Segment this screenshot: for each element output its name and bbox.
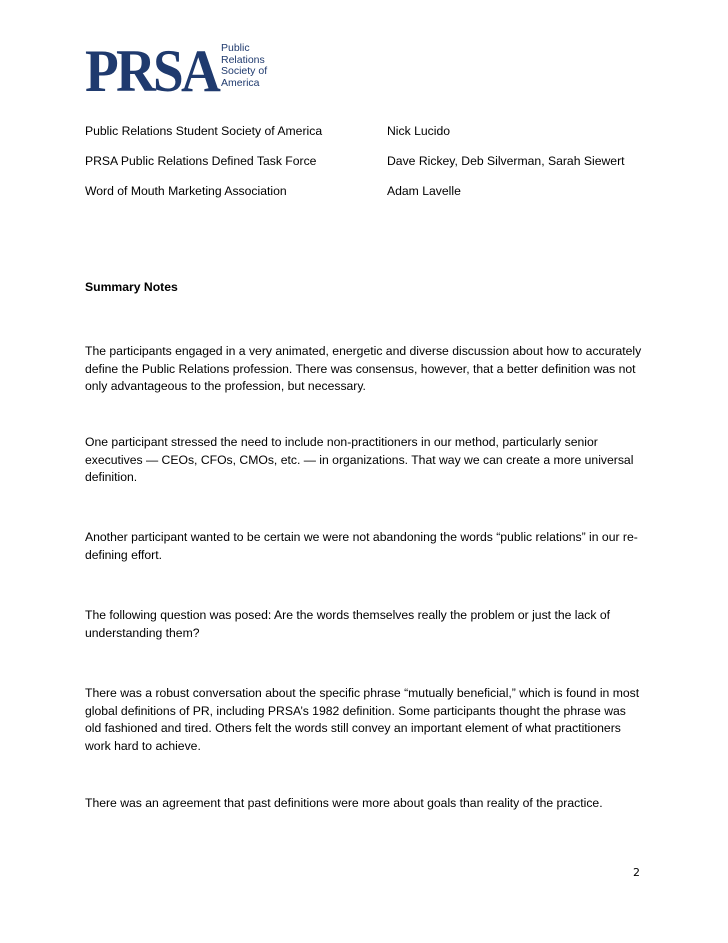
participant-row bbox=[85, 154, 685, 184]
logo-subtitle-line: America bbox=[221, 76, 260, 89]
logo-subtitle bbox=[221, 43, 267, 89]
page-number: 2 bbox=[633, 866, 640, 879]
logo-subtitle-line: Public bbox=[221, 42, 250, 54]
summary-paragraph: One participant stressed the need to include non-practitioners in our method, particularly senior executives — CEOs, CFOs, CMOs, etc. — in organizations. That way we can create a more universal definition. bbox=[85, 435, 634, 484]
logo-mark: PRSA bbox=[85, 38, 219, 104]
summary-paragraph: The following question was posed: Are the words themselves really the problem or just the lack of understanding them? bbox=[85, 608, 611, 640]
summary-paragraph: The participants engaged in a very animated, energetic and diverse discussion about how to accurately define the Public Relations profession. There was consensus, however, that a better definition was not only advantageous to the profession, but necessary. bbox=[85, 344, 642, 393]
participant-names: Dave Rickey, Deb Silverman, Sarah Siewert bbox=[387, 154, 625, 168]
participant-row bbox=[85, 124, 685, 154]
participant-names: Nick Lucido bbox=[387, 124, 450, 138]
summary-paragraph: Another participant wanted to be certain we were not abandoning the words “public relations” in our re-defining effort. bbox=[85, 530, 638, 562]
logo-subtitle-line: Society of bbox=[221, 65, 268, 77]
participant-row bbox=[85, 184, 685, 214]
summary-paragraph: There was an agreement that past definitions were more about goals than reality of the practice. bbox=[85, 796, 603, 810]
summary-paragraph: There was a robust conversation about the specific phrase “mutually beneficial,” which is found in most global definitions of PR, including PRSA’s 1982 definition. Some participants thought the phrase was old fashioned and tired. Others felt the words still convey an important element of what practitioners work hard to achieve. bbox=[85, 686, 640, 753]
participant-names: Adam Lavelle bbox=[387, 184, 461, 198]
summary-heading: Summary Notes bbox=[85, 280, 178, 294]
participant-organization: PRSA Public Relations Defined Task Force bbox=[85, 154, 317, 168]
participant-organization: Word of Mouth Marketing Association bbox=[85, 184, 287, 198]
logo-subtitle-line: Relations bbox=[221, 53, 265, 66]
prsa-logo bbox=[85, 38, 268, 104]
participants-list bbox=[85, 124, 685, 214]
participant-organization: Public Relations Student Society of America bbox=[85, 124, 323, 138]
